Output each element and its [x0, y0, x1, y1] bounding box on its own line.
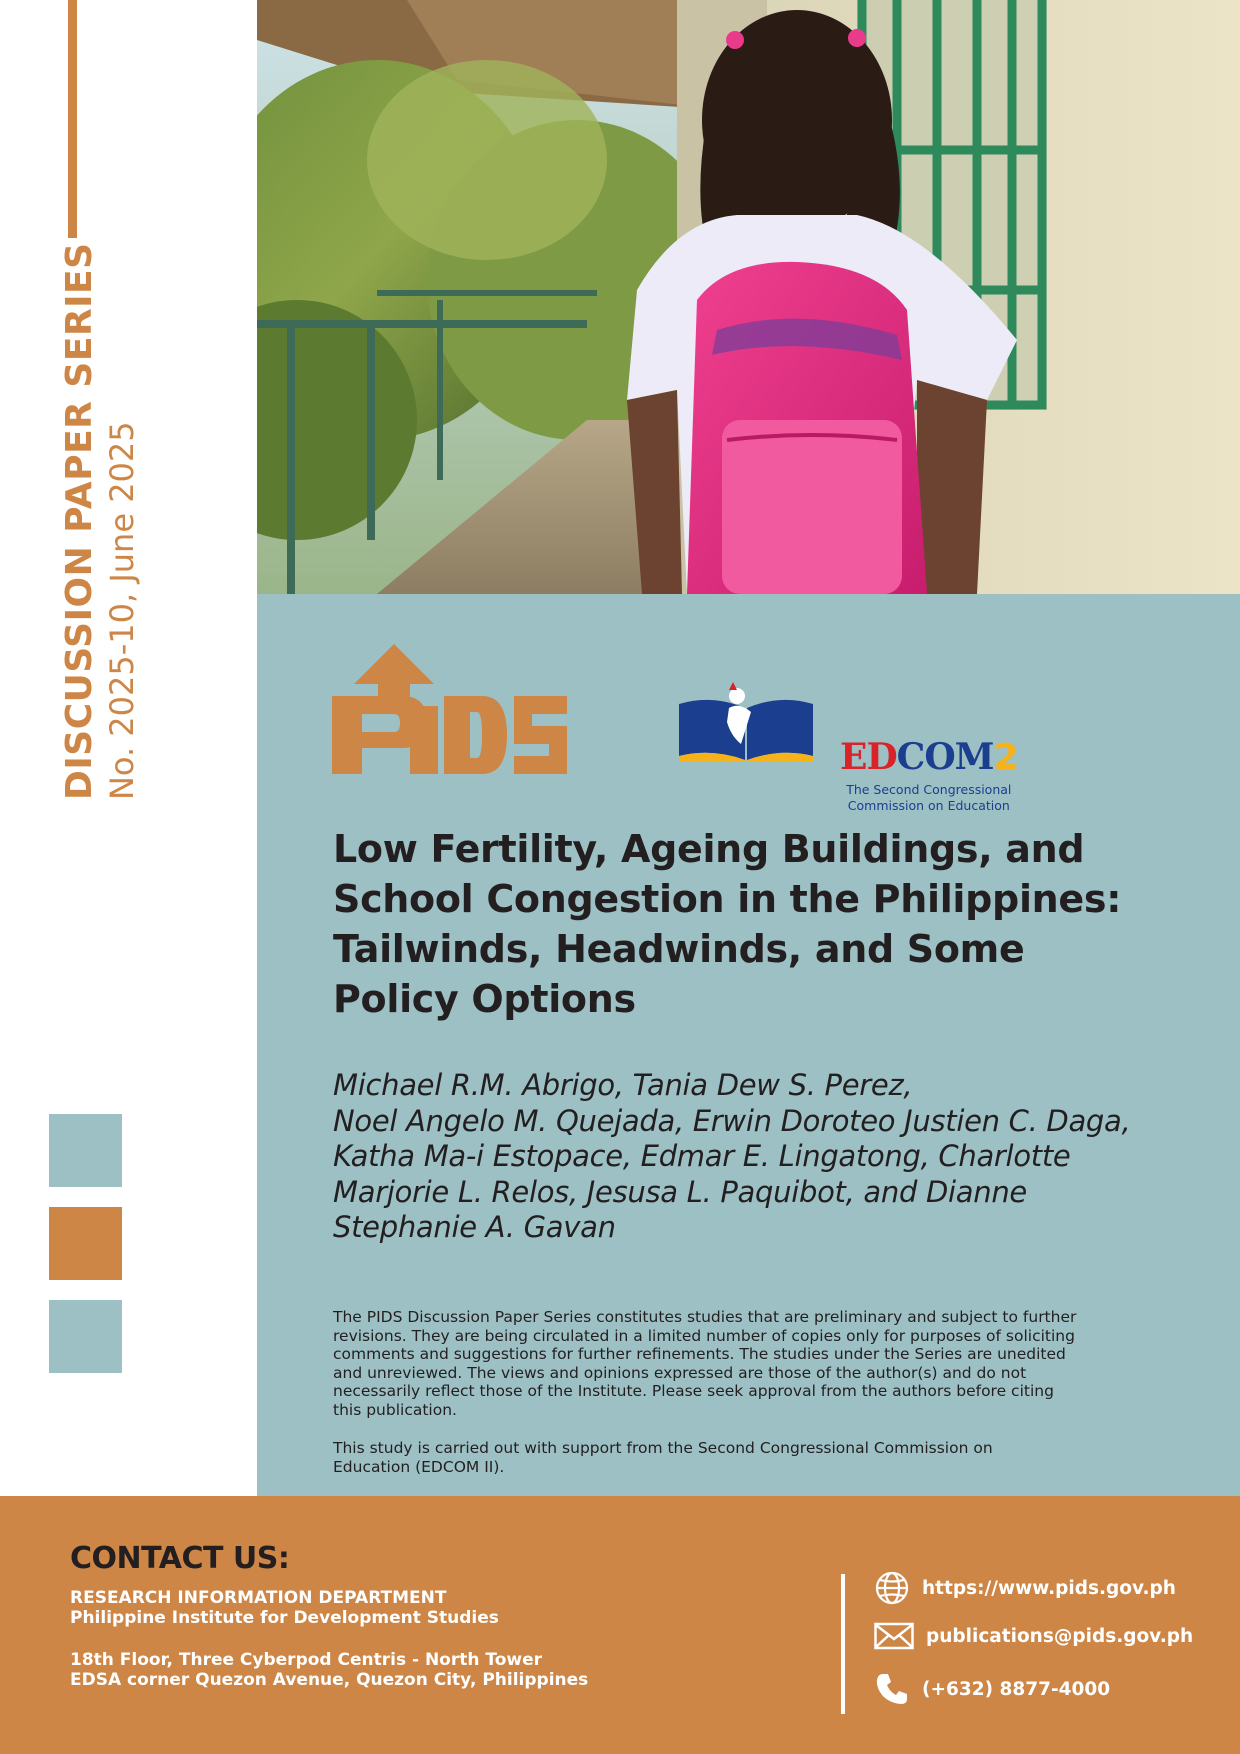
edcom-book-emblem — [677, 682, 815, 762]
author-line: Katha Ma-i Estopace, Edmar E. Lingatong, Charlotte — [333, 1139, 1071, 1173]
edcom-subtitle — [840, 782, 1018, 814]
disclaimer-line: necessarily reflect those of the Institute. Please seek approval from the authors before citing — [333, 1382, 1054, 1400]
support-line: Education (EDCOM II). — [333, 1457, 505, 1476]
author-line: Marjorie L. Relos, Jesusa L. Paquibot, and Dianne — [333, 1174, 1027, 1209]
series-title: DISCUSSION PAPER SERIES — [59, 242, 100, 800]
support-statement — [333, 1439, 1183, 1476]
author-line: Stephanie A. Gavan — [333, 1210, 616, 1244]
decorative-vertical-line — [68, 0, 77, 238]
left-sidebar — [0, 0, 257, 1496]
website-text[interactable]: https://www.pids.gov.ph — [922, 1577, 1176, 1599]
support-line: This study is carried out with support from the Second Congressional Commission on — [333, 1439, 993, 1457]
department-name: RESEARCH INFORMATION DEPARTMENT — [70, 1588, 447, 1608]
email-link[interactable] — [874, 1618, 1193, 1654]
title-line: Low Fertility, Ageing Buildings, and — [333, 827, 1085, 871]
contact-address — [70, 1588, 588, 1690]
disclaimer-line: this publication. — [333, 1400, 457, 1419]
title-line: Tailwinds, Headwinds, and Some — [333, 927, 1025, 971]
phone-link[interactable] — [874, 1671, 1110, 1707]
disclaimer-line: The PIDS Discussion Paper Series constitutes studies that are preliminary and subject to further — [333, 1308, 1077, 1326]
content-panel — [257, 594, 1240, 1496]
globe-icon — [874, 1570, 910, 1606]
disclaimer-line: revisions. They are being circulated in a limited number of copies only for purposes of soliciting — [333, 1326, 1075, 1345]
edcom-logo — [840, 737, 1018, 814]
series-number: No. 2025-10, June 2025 — [103, 421, 141, 800]
author-line: Michael R.M. Abrigo, Tania Dew S. Perez, — [333, 1068, 913, 1102]
edcom-subtitle-line: The Second Congressional — [846, 782, 1012, 797]
disclaimer-line: and unreviewed. The views and opinions expressed are those of the author(s) and do not — [333, 1363, 1027, 1382]
footer-divider — [841, 1574, 845, 1714]
phone-text[interactable]: (+632) 8877-4000 — [922, 1678, 1111, 1700]
contact-heading: CONTACT US: — [70, 1541, 290, 1576]
decorative-square-orange — [49, 1207, 122, 1280]
disclaimer-text — [333, 1308, 1183, 1419]
pids-logo — [332, 644, 567, 774]
envelope-icon — [874, 1621, 914, 1651]
series-label — [58, 242, 142, 800]
website-link[interactable] — [874, 1570, 1176, 1606]
address-line: 18th Floor, Three Cyberpod Centris - North Tower — [70, 1650, 543, 1670]
edcom-wordmark: EDCOM2 — [840, 736, 1018, 778]
cover-photo — [257, 0, 1240, 594]
institute-name: Philippine Institute for Development Studies — [70, 1608, 499, 1628]
phone-icon — [874, 1671, 910, 1707]
contact-footer — [0, 1496, 1240, 1754]
edcom-subtitle-line: Commission on Education — [847, 798, 1010, 813]
disclaimer-line: comments and suggestions for further refinements. The studies under the Series are unedited — [333, 1345, 1066, 1363]
author-list — [333, 1068, 1228, 1246]
logo-row — [332, 644, 1132, 813]
email-text[interactable]: publications@pids.gov.ph — [926, 1625, 1194, 1647]
address-line: EDSA corner Quezon Avenue, Quezon City, Philippines — [70, 1670, 589, 1690]
decorative-square-teal-bottom — [49, 1300, 122, 1373]
schoolgirl-photo-illustration — [257, 0, 1240, 594]
title-line: School Congestion in the Philippines: — [333, 877, 1122, 921]
paper-title — [333, 824, 1213, 1024]
title-line: Policy Options — [333, 977, 636, 1021]
author-line: Noel Angelo M. Quejada, Erwin Doroteo Justien C. Daga, — [333, 1103, 1131, 1138]
decorative-square-teal-top — [49, 1114, 122, 1187]
